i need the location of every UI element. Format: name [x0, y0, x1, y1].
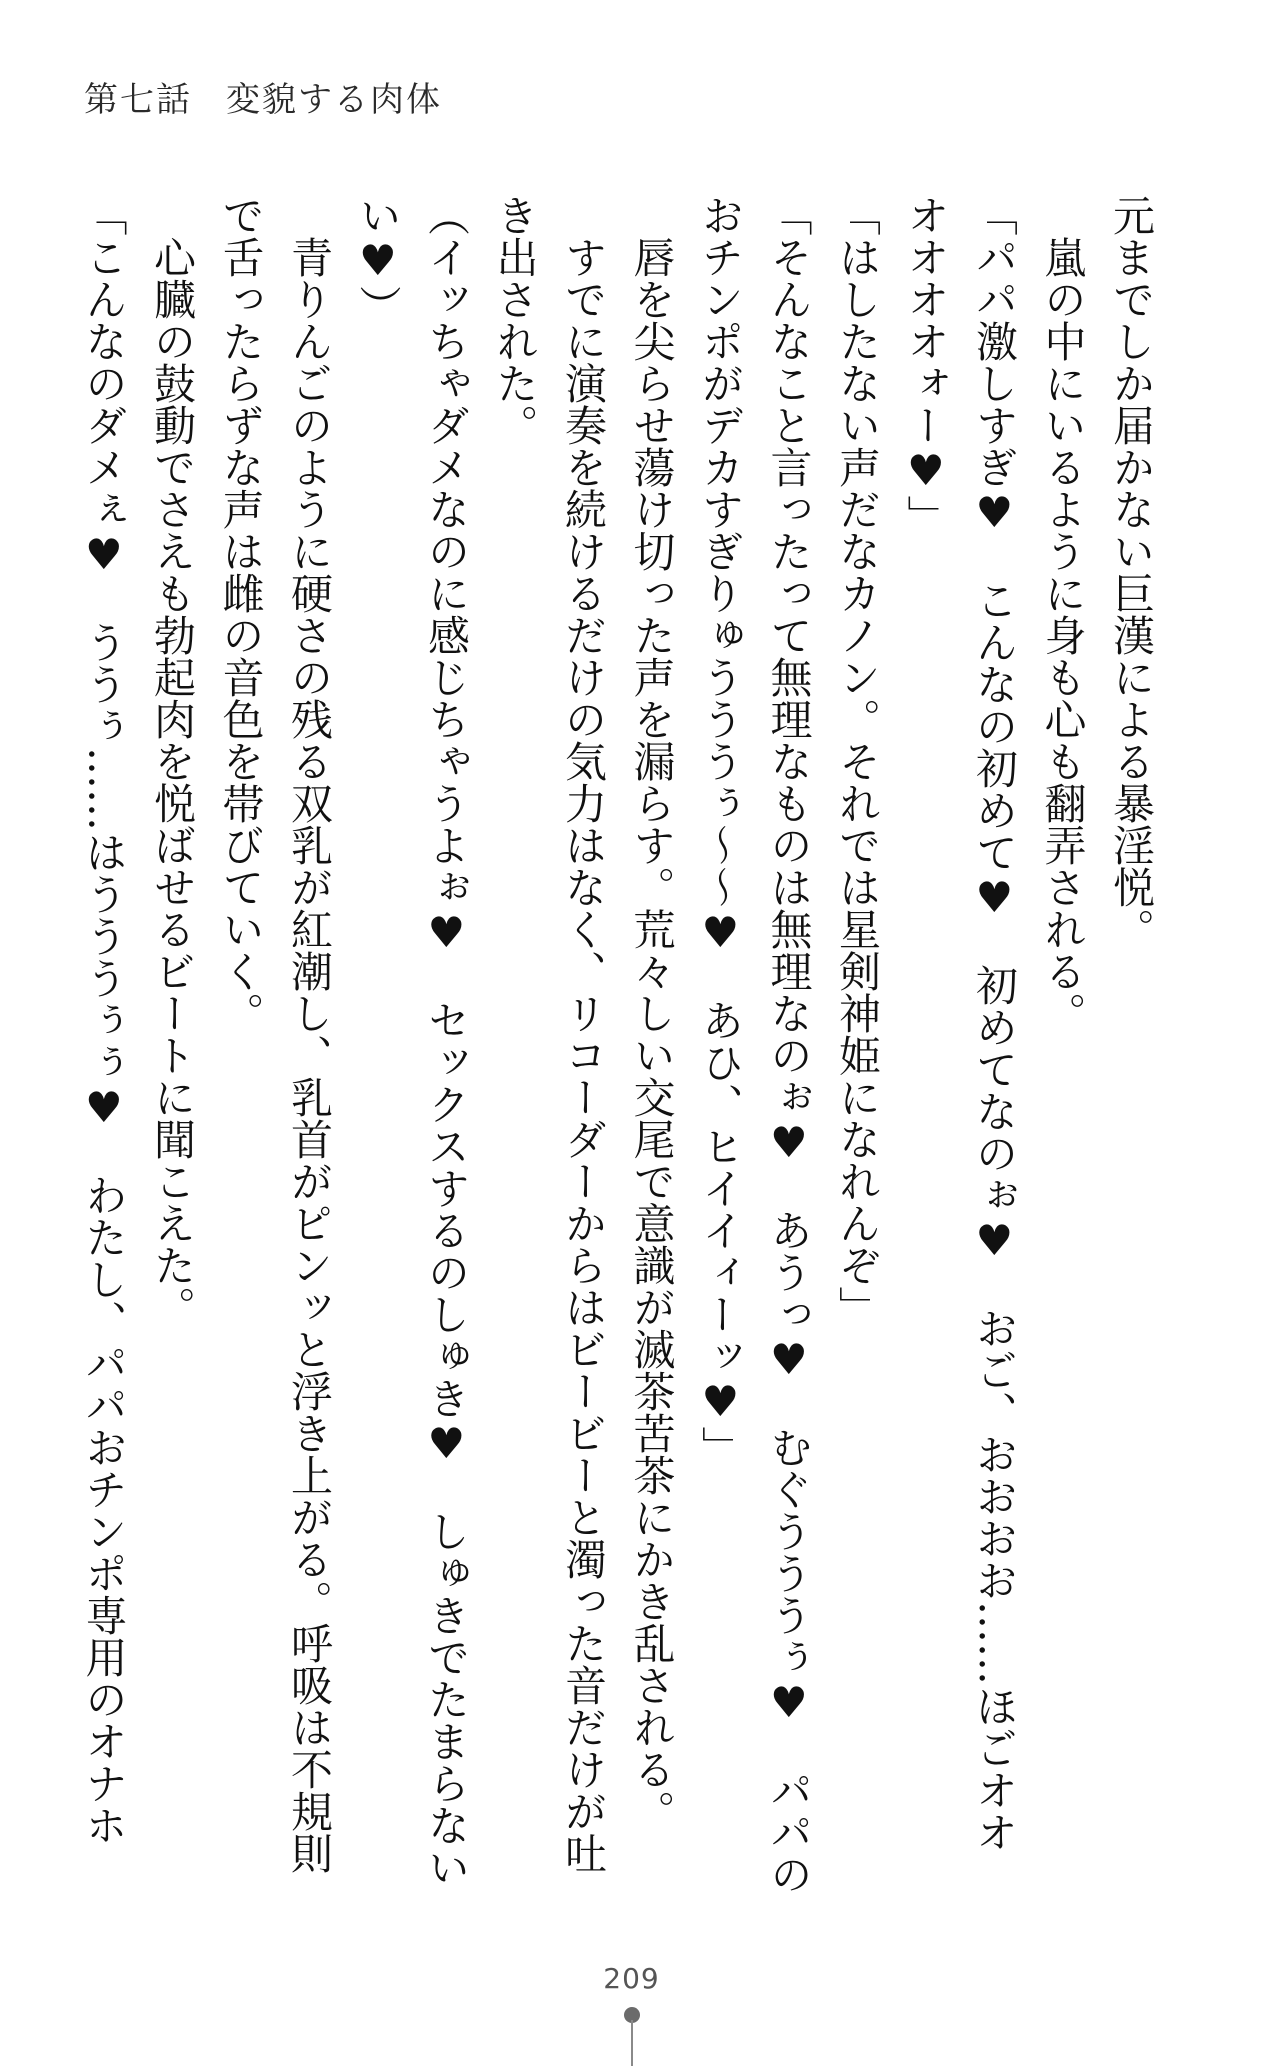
text-line: 「はしたない声だなカノン。それでは星剣神姫になれんぞ」	[833, 194, 882, 1328]
page-marker-line	[631, 2020, 633, 2066]
text-line: 嵐の中にいるように身も心も翻弄される。	[1038, 194, 1088, 1034]
text-line: 「そんなこと言ったって無理なものは無理なのぉ♥ あうっ♥ むぐうううぅ♥ パパの	[764, 194, 814, 1895]
chapter-title: 変貌する肉体	[226, 80, 442, 120]
text-line: （イッちゃダメなのに感じちゃうよぉ♥ セックスするのしゅき♥ しゅきでたまらない	[422, 194, 471, 1888]
text-line: 「パパ激しすぎ♥ こんなの初めて♥ 初めてなのぉ♥ おご、おおおお……ほごオオ	[970, 194, 1019, 1853]
running-head	[84, 72, 442, 121]
text-line: い♥）	[353, 194, 403, 327]
vertical-body-text	[69, 194, 1165, 1894]
text-line: 元までしか届かない巨漢による暴淫悦。	[1107, 194, 1156, 950]
text-line: 心臓の鼓動でさえも勃起肉を悦ばせるビートに聞こえた。	[148, 194, 197, 1328]
text-line: オオオオォー♥」	[901, 194, 951, 537]
text-line: で舌ったらずな声は雌の音色を帯びていく。	[216, 194, 266, 1034]
text-line: すでに演奏を続けるだけの気力はなく、リコーダーからはビービーと濁った音だけが吐	[559, 194, 608, 1874]
text-line: 青りんごのように硬さの残る双乳が紅潮し、乳首がピンッと浮き上がる。呼吸は不規則	[285, 194, 334, 1874]
page-number: 209	[603, 1962, 660, 1995]
text-line: 唇を尖らせ蕩け切った声を漏らす。荒々しい交尾で意識が滅茶苦茶にかき乱される。	[627, 194, 677, 1832]
text-line: 「こんなのダメぇ♥ ううぅ……はうううぅぅ♥ わたし、パパおチンポ専用のオナホ	[79, 194, 129, 1846]
text-line: き出された。	[490, 194, 540, 446]
text-line: おチンポがデカすぎりゅうううぅ～～♥ あひ、ヒイイィーッ♥」	[696, 194, 745, 1468]
chapter-number: 第七話	[84, 80, 192, 120]
